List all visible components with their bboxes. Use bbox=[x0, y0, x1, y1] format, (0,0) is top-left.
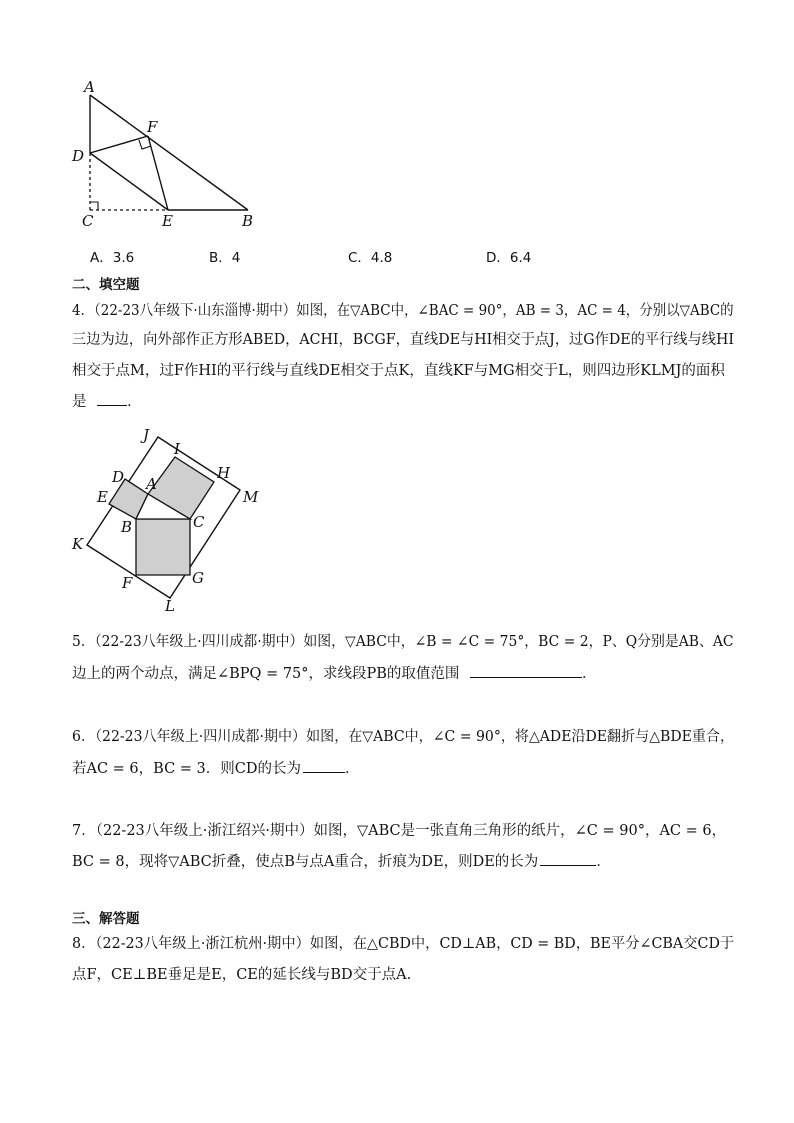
q7-line2-text: BC = 8，现将▽ABC折叠，使点B与点A重合，折痕为DE，则DE的长为 bbox=[72, 854, 539, 870]
q6-period: ． bbox=[345, 761, 360, 777]
q7-answer-blank bbox=[540, 851, 596, 866]
q4-period: ． bbox=[127, 394, 142, 410]
label2-K: K bbox=[72, 535, 84, 553]
label2-L: L bbox=[165, 597, 175, 615]
q5-line1: 5．（22-23八年级上·四川成都·期中）如图，▽ABC中，∠B = ∠C = 75°，BC = 2，P、Q分别是AB、AC bbox=[72, 634, 734, 650]
label2-B: B bbox=[121, 518, 133, 536]
q8-line1: 8．（22-23八年级上·浙江杭州·期中）如图，在△CBD中，CD⊥AB，CD = BD，BE平分∠CBA交CD于 bbox=[72, 936, 735, 952]
label-C: C bbox=[82, 212, 94, 230]
q7-line2 bbox=[72, 850, 611, 871]
q4-answer-blank bbox=[97, 391, 127, 406]
section-answer: 三、解答题 bbox=[72, 911, 140, 927]
figure-triangle-fold bbox=[70, 76, 270, 236]
q5-line2-text: 边上的两个动点，满足∠BPQ = 75°，求线段PB的取值范围 bbox=[72, 666, 460, 682]
figure-squares bbox=[66, 420, 270, 620]
label-A: A bbox=[84, 78, 95, 96]
q4-line1: 4．（22-23八年级下·山东淄博·期中）如图，在▽ABC中，∠BAC = 90°，AB = 3，AC = 4，分别以▽ABC的 bbox=[72, 303, 734, 319]
label2-H: H bbox=[217, 464, 231, 482]
q4-line4 bbox=[72, 390, 142, 411]
q7-period: ． bbox=[596, 854, 611, 870]
q5-line2 bbox=[72, 662, 597, 683]
option-b: B．4 bbox=[209, 250, 241, 266]
label2-C: C bbox=[193, 513, 205, 531]
label2-J: J bbox=[143, 426, 150, 444]
q6-line2 bbox=[72, 757, 360, 778]
label2-G: G bbox=[192, 569, 204, 587]
option-c: C．4.8 bbox=[348, 250, 393, 266]
q4-line4-text: 是 bbox=[72, 394, 87, 410]
label-D: D bbox=[72, 147, 85, 165]
q4-line2: 三边为边，向外部作正方形ABED，ACHI，BCGF，直线DE与HI相交于点J，过G作DE的平行线与线HI bbox=[72, 332, 734, 348]
q5-period: ． bbox=[582, 666, 597, 682]
q8-line2: 点F，CE⊥BE垂足是E，CE的延长线与BD交于点A. bbox=[72, 967, 412, 983]
label2-M: M bbox=[243, 488, 259, 506]
option-a: A．3.6 bbox=[90, 250, 135, 266]
q4-line3: 相交于点M，过F作HI的平行线与直线DE相交于点K，直线KF与MG相交于L，则四边形KLMJ的面积 bbox=[72, 363, 725, 379]
label2-D: D bbox=[112, 468, 125, 486]
label-E: E bbox=[162, 212, 173, 230]
q7-line1: 7．（22-23八年级上·浙江绍兴·期中）如图，▽ABC是一张直角三角形的纸片，∠C = 90°，AC = 6， bbox=[72, 823, 727, 839]
label2-I: I bbox=[174, 440, 180, 458]
section-fill-in: 二、填空题 bbox=[72, 277, 140, 293]
q6-line2-text: 若AC = 6，BC = 3．则CD的长为 bbox=[72, 761, 301, 777]
label2-E: E bbox=[97, 488, 108, 506]
q5-answer-blank bbox=[470, 663, 582, 678]
option-d: D．6.4 bbox=[486, 250, 532, 266]
label2-A: A bbox=[146, 475, 157, 493]
label2-F: F bbox=[122, 574, 133, 592]
q6-line1: 6．（22-23八年级上·四川成都·期中）如图，在▽ABC中，∠C = 90°，将△ADE沿DE翻折与△BDE重合， bbox=[72, 729, 735, 745]
label-B: B bbox=[242, 212, 254, 230]
label-F: F bbox=[147, 118, 158, 136]
q6-answer-blank bbox=[303, 758, 345, 773]
